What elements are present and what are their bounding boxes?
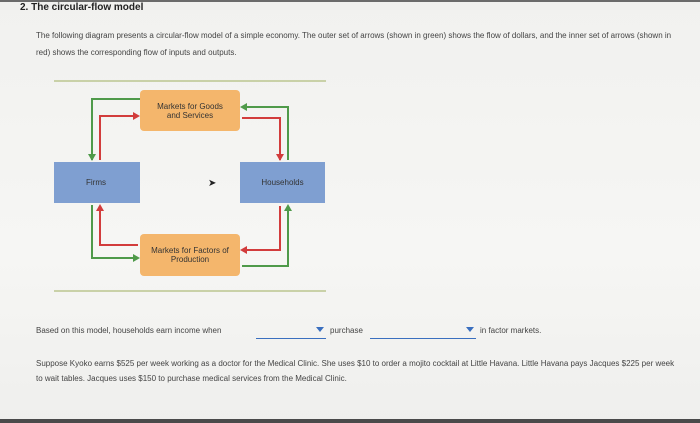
top-separator: [54, 80, 326, 82]
red-arrow-households-to-factors: [242, 206, 280, 250]
green-arrowhead-goods-right: [240, 103, 247, 111]
question-prefix: Based on this model, households earn income when: [36, 326, 222, 335]
red-arrowhead-households-top: [276, 154, 284, 161]
dropdown-2[interactable]: [370, 325, 476, 339]
goods-services-market-box: [140, 90, 240, 131]
firms-box: [54, 162, 140, 203]
green-arrowhead-factors-left: [133, 254, 140, 262]
dropdown-1-arrow-icon[interactable]: [316, 327, 324, 332]
dropdown-2-arrow-icon[interactable]: [466, 327, 474, 332]
red-arrowhead-factors-right: [240, 246, 247, 254]
green-arrow-households-to-goods: [242, 107, 288, 160]
firms-label: Firms: [86, 178, 106, 187]
question-middle: purchase: [330, 326, 363, 335]
intro-text: The following diagram presents a circular-flow model of a simple economy. The outer set of arrows (shown in green) shows the flow of dollars, and the inner set of arrows (shown in red) shows the corresponding flow of inputs and outputs.: [36, 31, 672, 57]
question-suffix: in factor markets.: [480, 326, 542, 335]
red-arrowhead-firms-bottom: [96, 204, 104, 211]
bottom-separator: [54, 290, 326, 292]
scenario-text: Suppose Kyoko earns $525 per week working as a doctor for the Medical Clinic. She uses $10 to order a mojito cocktail at Little Havana. Little Havana pays Jacques $225 per week to wait tables. Jacques uses $150 to purchase medical services from the Medical Clinic.: [36, 359, 675, 383]
green-arrow-firms-to-factors: [92, 205, 138, 258]
households-label: Households: [261, 178, 304, 187]
factors-market-box: [140, 234, 240, 276]
bottom-border: [0, 419, 700, 423]
green-arrowhead-firms-top: [88, 154, 96, 161]
green-arrow-factors-to-households: [242, 206, 288, 266]
households-box: [240, 162, 325, 203]
red-arrowhead-goods-left: [133, 112, 140, 120]
mouse-cursor-icon: ➤: [208, 178, 217, 189]
red-arrow-factors-to-firms: [100, 206, 138, 245]
red-arrow-firms-to-goods: [100, 116, 138, 160]
red-arrow-goods-to-households: [242, 118, 280, 160]
factors-market-label: Markets for Factors of Production: [151, 246, 229, 264]
page-title: 2. The circular-flow model: [20, 2, 144, 13]
green-arrowhead-households-bottom: [284, 204, 292, 211]
dropdown-1[interactable]: [256, 325, 326, 339]
goods-services-market-label: Markets for Goods and Services: [157, 101, 223, 120]
